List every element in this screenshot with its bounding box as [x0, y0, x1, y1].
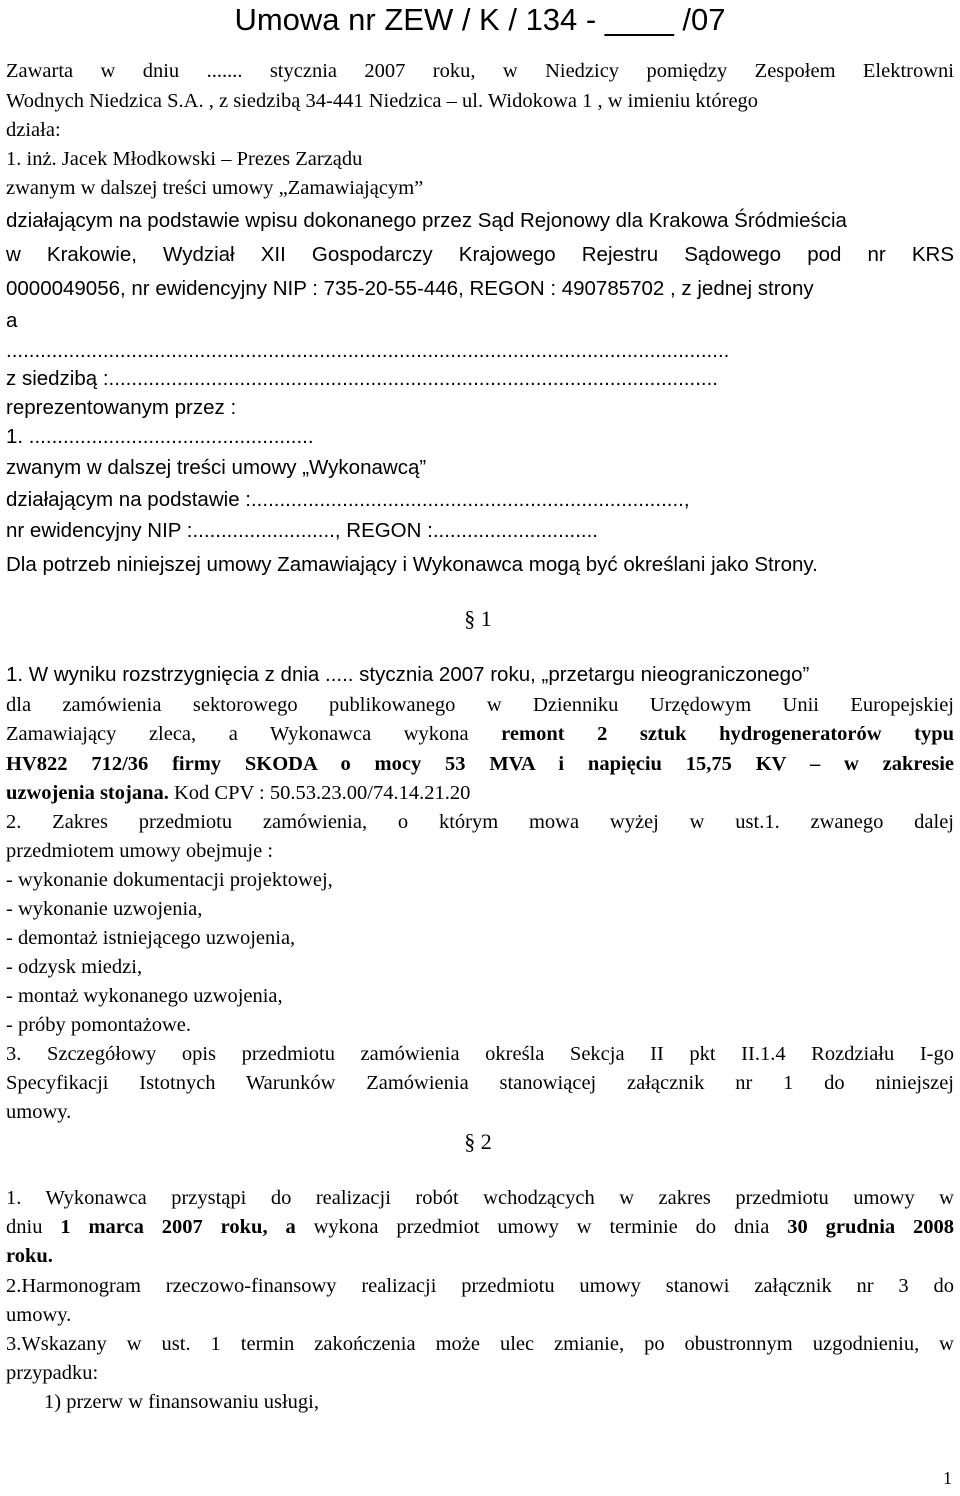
section-2-p3-item-1: 1) przerw w finansowaniu usługi,	[44, 1391, 319, 1413]
scope-item: - próby pomontażowe.	[6, 1014, 192, 1036]
parties-line-11: z siedzibą :...........................................................................................................	[6, 367, 718, 390]
p1-line-5-cpv: Kod CPV : 50.53.23.00/74.14.21.20	[168, 782, 471, 804]
section-1-p3-line-2: Specyfikacji Istotnych Warunków Zamówienia stanowiącej załącznik nr 1 do niniejszej	[6, 1072, 954, 1094]
scope-item: - demontaż istniejącego uzwojenia,	[6, 927, 296, 949]
parties-line-17: Dla potrzeb niniejszej umowy Zamawiający i Wykonawca mogą być określani jako Strony.	[6, 553, 818, 576]
p1-line-5-bold: uzwojenia stojana.	[6, 782, 169, 804]
parties-line-5: zwanym w dalszej treści umowy „Zamawiającym”	[6, 177, 424, 199]
section-2-heading: § 2	[464, 1129, 492, 1154]
parties-line-6: działającym na podstawie wpisu dokonanego przez Sąd Rejonowy dla Krakowa Śródmieścia	[6, 209, 847, 232]
section-1-p3-line-3: umowy.	[6, 1101, 72, 1123]
parties-line-12: reprezentowanym przez :	[6, 396, 237, 419]
parties-line-13: 1. ..................................................	[6, 425, 314, 448]
p1-line-2-start-date: 1 marca 2007 roku,	[60, 1216, 268, 1238]
parties-line-3: działa:	[6, 119, 61, 141]
contract-title	[0, 0, 960, 40]
parties-line-7: w Krakowie, Wydział XII Gospodarczy Krajowego Rejestru Sądowego pod nr KRS	[6, 243, 954, 266]
section-2-p1-line-1: 1. Wykonawca przystąpi do realizacji robót wchodzących w zakres przedmiotu umowy w	[6, 1187, 954, 1209]
section-2-p3-line-2: przypadku:	[6, 1362, 99, 1384]
parties-line-1: Zawarta w dniu ....... stycznia 2007 roku, w Niedzicy pomiędzy Zespołem Elektrowni	[6, 60, 954, 82]
section-1-p3-line-1: 3. Szczegółowy opis przedmiotu zamówienia określa Sekcja II pkt II.1.4 Rozdziału I-go	[6, 1043, 954, 1065]
p1-line-3-regular: Zamawiający zleca, a Wykonawca wykona	[6, 723, 502, 745]
section-1-p2-line-1: 2. Zakres przedmiotu zamówienia, o którym mowa wyżej w ust.1. zwanego dalej	[6, 811, 954, 833]
p1-line-2-d: wykona przedmiot umowy w terminie do dnia	[295, 1216, 788, 1238]
p1-line-3-bold: remont 2 sztuk hydrogeneratorów typu	[501, 723, 954, 745]
section-1-p1-line-3	[6, 721, 954, 747]
section-2-p2-line-2: umowy.	[6, 1304, 72, 1326]
parties-line-4: 1. inż. Jacek Młodkowski – Prezes Zarządu	[6, 148, 363, 170]
scope-item: - wykonanie uzwojenia,	[6, 898, 203, 920]
title-blank: ____	[604, 2, 674, 37]
p1-line-2-a-bold: a	[267, 1216, 296, 1238]
scope-item: - wykonanie dokumentacji projektowej,	[6, 869, 333, 891]
page-number: 1	[943, 1468, 952, 1488]
section-1-p1-line-1: 1. W wyniku rozstrzygnięcia z dnia ..... stycznia 2007 roku, „przetargu nieograniczonego”	[6, 663, 810, 686]
p1-line-2-end-date: 30 grudnia 2008	[787, 1216, 955, 1238]
parties-line-15: działającym na podstawie :............................................................................,	[6, 488, 690, 511]
parties-line-14: zwanym w dalszej treści umowy „Wykonawcą”	[6, 456, 427, 479]
section-1-p1-line-2: dla zamówienia sektorowego publikowanego w Dzienniku Urzędowym Unii Europejskiej	[6, 694, 954, 716]
title-text-right: /07	[673, 2, 726, 37]
scope-item: - montaż wykonanego uzwojenia,	[6, 985, 283, 1007]
parties-line-8: 0000049056, nr ewidencyjny NIP : 735-20-55-446, REGON : 490785702 , z jednej strony	[6, 277, 814, 300]
section-1-p1-line-5	[6, 780, 470, 806]
section-2-p3-line-1: 3.Wskazany w ust. 1 termin zakończenia może ulec zmianie, po obustronnym uzgodnieniu, w	[6, 1333, 954, 1355]
section-2-p1-line-2	[6, 1214, 954, 1240]
section-2-p1-line-3: roku.	[6, 1245, 53, 1267]
parties-line-16: nr ewidencyjny NIP :........................., REGON :.............................	[6, 519, 598, 542]
section-1-p1-line-4: HV822 712/36 firmy SKODA o mocy 53 MVA i napięciu 15,75 KV – w zakresie	[6, 753, 954, 775]
parties-line-2: Wodnych Niedzica S.A. , z siedzibą 34-441 Niedzica – ul. Widokowa 1 , w imieniu którego	[6, 90, 759, 112]
parties-line-9: a	[6, 309, 18, 332]
parties-line-10: ...............................................................................................................................	[6, 339, 730, 362]
scope-item: - odzysk miedzi,	[6, 956, 143, 978]
section-1-heading: § 1	[464, 606, 492, 631]
title-text-left: Umowa nr ZEW / K / 134 -	[234, 2, 605, 37]
section-2-p2-line-1: 2.Harmonogram rzeczowo-finansowy realizacji przedmiotu umowy stanowi załącznik nr 3 do	[6, 1275, 954, 1297]
p1-line-2-a: dniu	[6, 1216, 61, 1238]
section-1-p2-line-2: przedmiotem umowy obejmuje :	[6, 840, 274, 862]
